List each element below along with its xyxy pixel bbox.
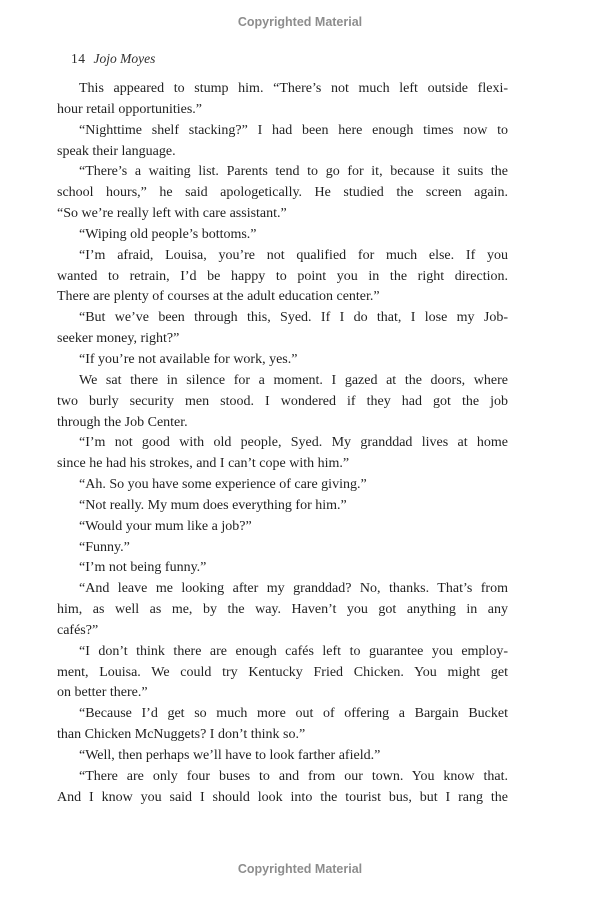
text-line: “And leave me looking after my granddad? No, thanks. That’s from bbox=[79, 581, 508, 597]
text-line: than Chicken McNuggets? I don’t think so.” bbox=[57, 727, 306, 743]
text-line: “I’m afraid, Louisa, you’re not qualified for much else. If you bbox=[79, 247, 508, 263]
text-line: speak their language. bbox=[57, 143, 176, 159]
text-line: hour retail opportunities.” bbox=[57, 101, 203, 117]
text-line: him, as well as me, by the way. Haven’t you got anything in any bbox=[57, 602, 508, 618]
text-line: “Wiping old people’s bottoms.” bbox=[79, 226, 257, 242]
text-line: “Not really. My mum does everything for him.” bbox=[79, 497, 347, 513]
text-line: “Funny.” bbox=[79, 539, 130, 555]
text-line: There are plenty of courses at the adult education center.” bbox=[57, 289, 380, 305]
text-line: “Well, then perhaps we’ll have to look farther afield.” bbox=[79, 748, 381, 763]
copyright-notice-bottom: Copyrighted Material bbox=[237, 862, 363, 876]
text-line: “I’m not good with old people, Syed. My granddad lives at home bbox=[79, 435, 508, 451]
text-line: And I know you said I should look into the tourist bus, but I rang the bbox=[57, 789, 508, 805]
text-line: on better there.” bbox=[57, 685, 148, 701]
page-number: 14 bbox=[71, 51, 86, 66]
text-line: “There are only four buses to and from our town. You know that. bbox=[79, 768, 508, 784]
copyright-notice-top: Copyrighted Material bbox=[237, 15, 363, 29]
page-header bbox=[71, 51, 155, 67]
text-line: “Would your mum like a job?” bbox=[79, 518, 252, 534]
body-text bbox=[57, 79, 508, 809]
text-line: ment, Louisa. We could try Kentucky Fried Chicken. You might get bbox=[57, 664, 508, 680]
text-line: This appeared to stump him. “There’s not much left outside flexi- bbox=[79, 81, 508, 96]
text-line: “I don’t think there are enough cafés left to guarantee you employ- bbox=[79, 643, 508, 659]
text-line: “Ah. So you have some experience of care giving.” bbox=[79, 477, 367, 493]
text-line: “Because I’d get so much more out of offering a Bargain Bucket bbox=[79, 706, 508, 722]
text-line: through the Job Center. bbox=[57, 414, 188, 430]
text-line: since he had his strokes, and I can’t cope with him.” bbox=[57, 456, 350, 472]
text-line: seeker money, right?” bbox=[57, 331, 180, 347]
text-line: “But we’ve been through this, Syed. If I do that, I lose my Job- bbox=[79, 310, 508, 326]
text-line: cafés?” bbox=[57, 622, 99, 638]
text-line: wanted to retrain, I’d be happy to point you in the right direction. bbox=[57, 268, 508, 284]
text-line: We sat there in silence for a moment. I gazed at the doors, where bbox=[79, 372, 508, 388]
text-line: two burly security men stood. I wondered if they had got the job bbox=[57, 393, 508, 409]
text-line: “So we’re really left with care assistant.” bbox=[57, 206, 287, 222]
author-name: Jojo Moyes bbox=[93, 51, 156, 66]
text-line: “If you’re not available for work, yes.” bbox=[79, 351, 298, 367]
text-line: “I’m not being funny.” bbox=[79, 560, 207, 576]
text-line: school hours,” he said apologetically. He studied the screen again. bbox=[57, 185, 508, 201]
text-line: “Nighttime shelf stacking?” I had been here enough times now to bbox=[79, 122, 508, 138]
text-line: “There’s a waiting list. Parents tend to go for it, because it suits the bbox=[79, 164, 508, 180]
